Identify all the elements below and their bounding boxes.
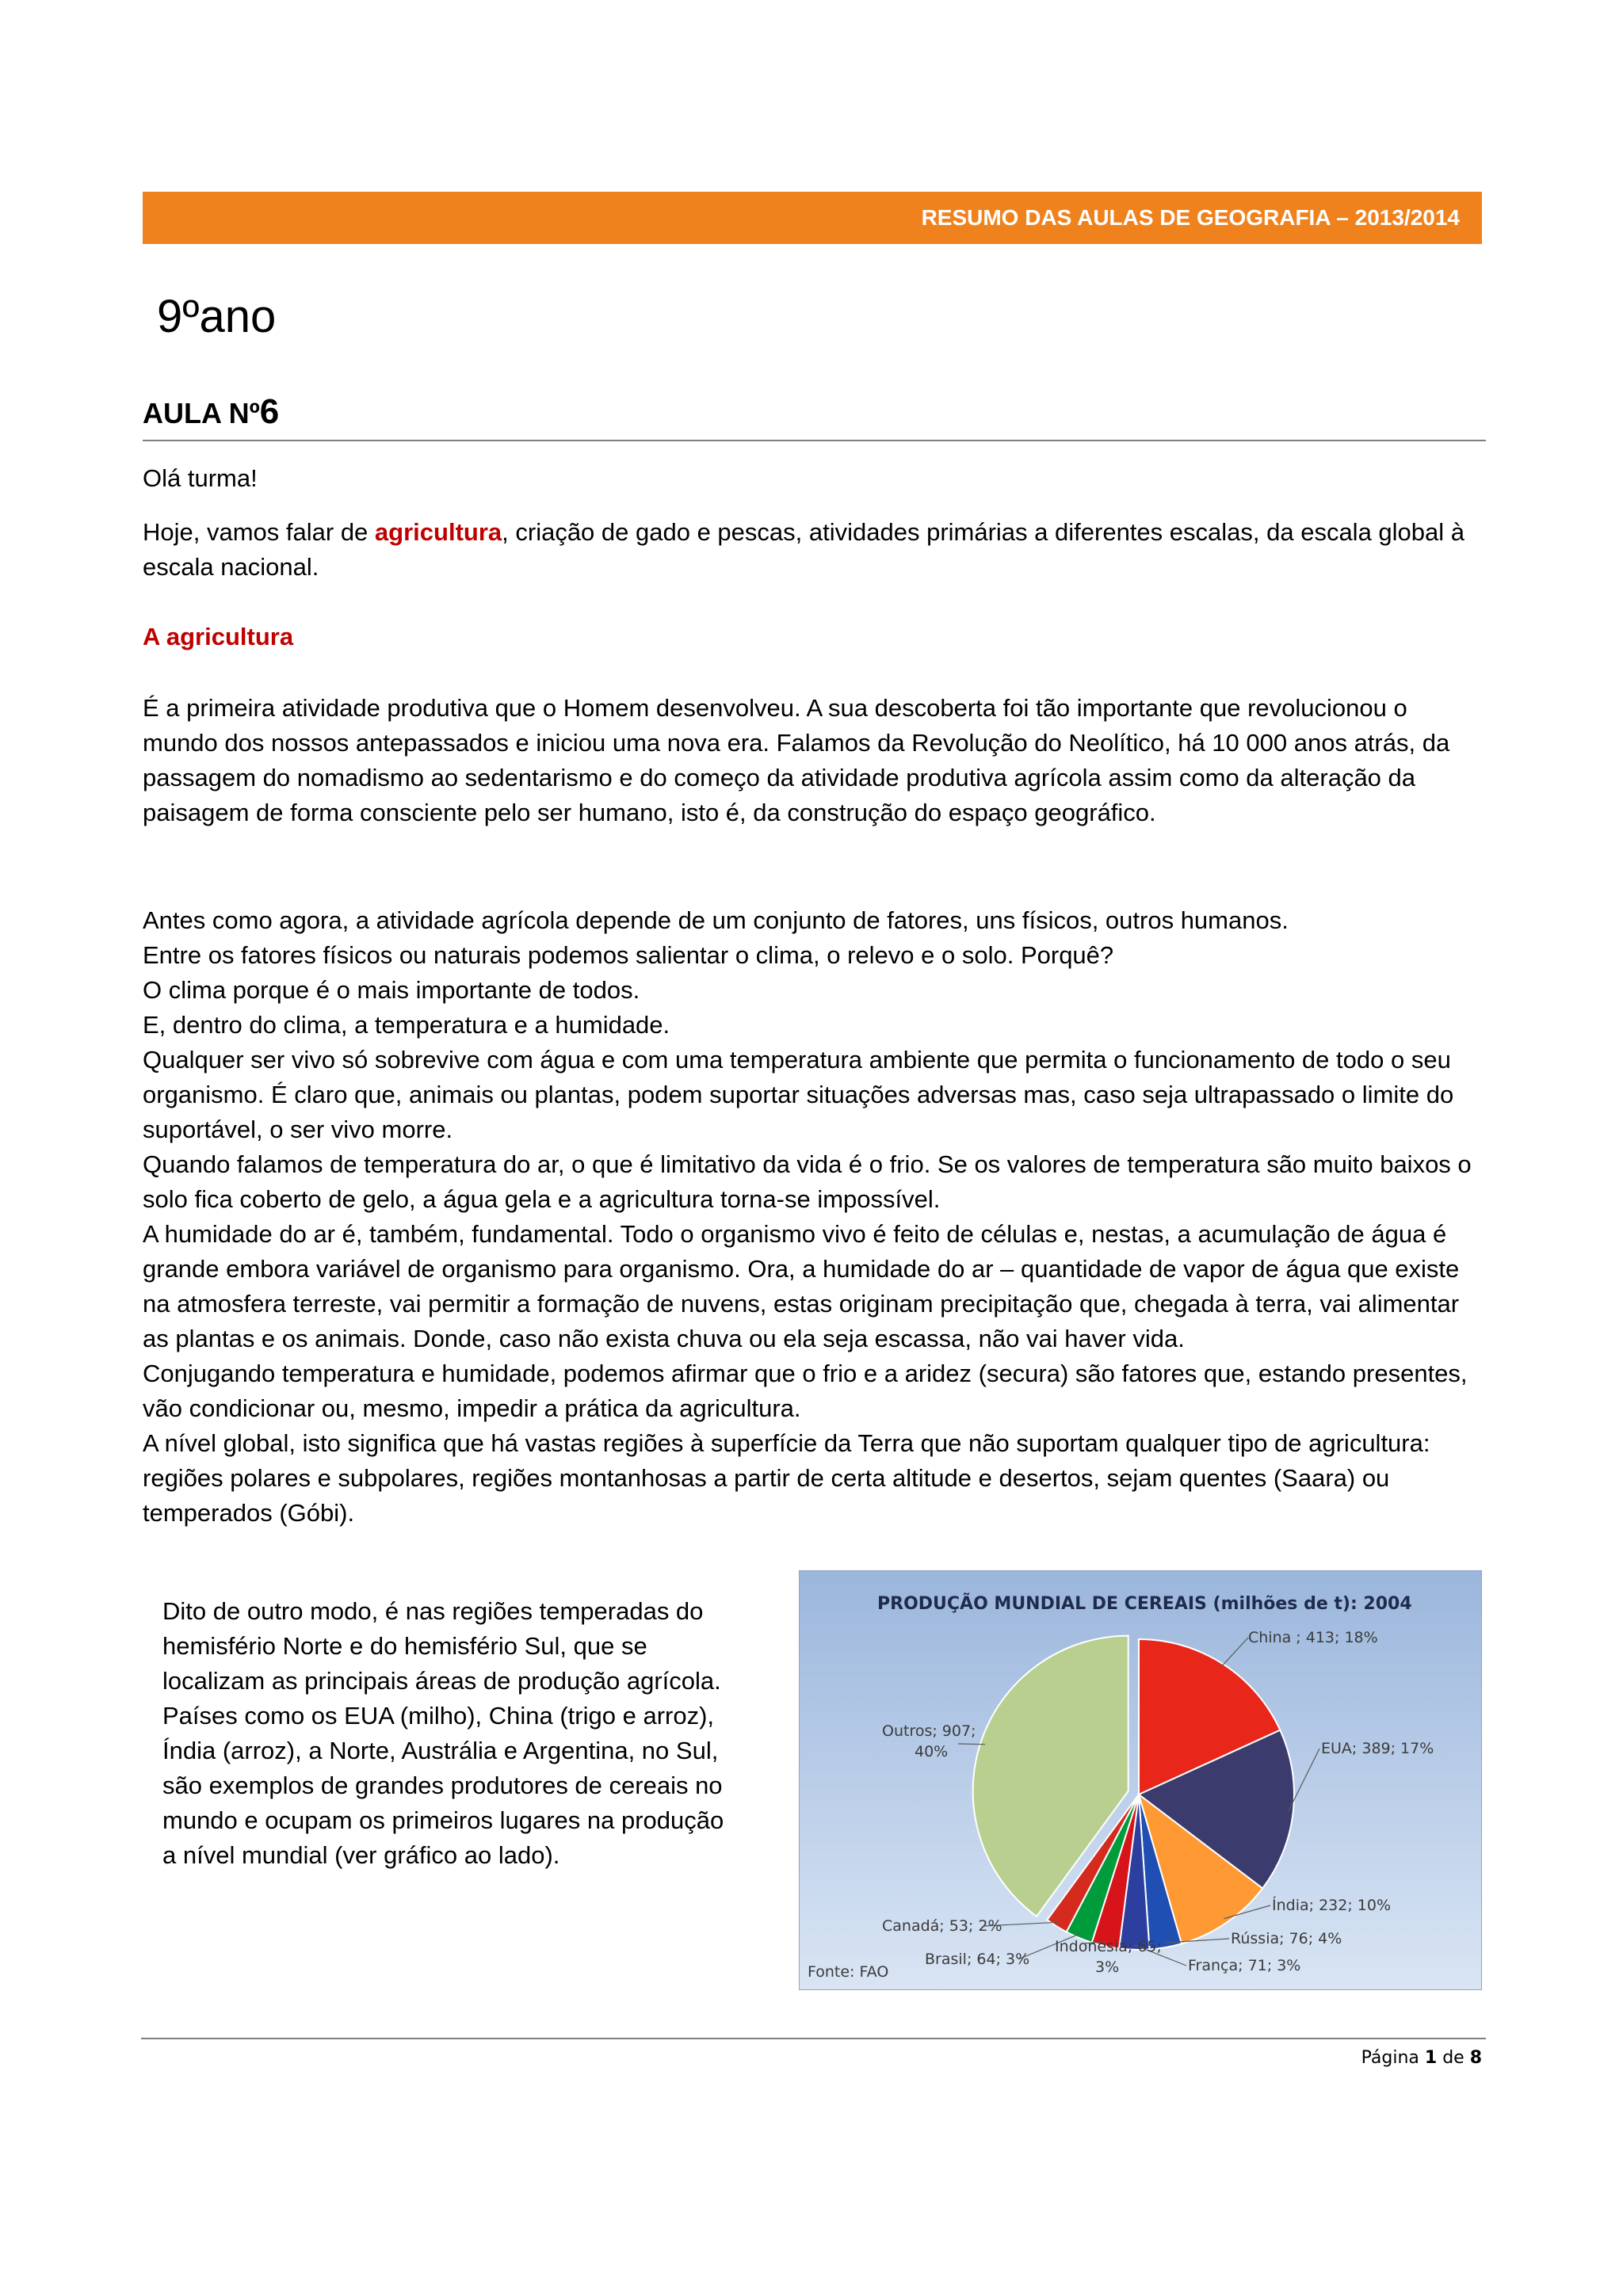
factors-line: A nível global, isto significa que há vastas regiões à superfície da Terra que não suportam qualquer tipo de agricultura: regiões polares e subpolares, regiões montanhosas a partir de certa altitude e desertos, sejam quentes (Saara) ou temperados (Góbi). [143,1429,1430,1527]
intro-highlight-agricultura: agricultura [374,518,502,546]
label-india: Índia; 232; 10% [1272,1897,1392,1914]
leader-line-outros [958,1744,985,1745]
lesson-title [143,392,279,433]
grade-title: 9ºano [157,291,277,342]
leader-line-china [1220,1638,1248,1668]
label-outros-percent: 40% [915,1743,949,1760]
page-footer [1361,2046,1482,2070]
label-russia: Rússia; 76; 4% [1231,1930,1342,1947]
chart-source: Fonte: FAO [808,1963,889,1981]
lesson-label: AULA Nº [143,397,260,429]
document-header-bar [143,192,1482,244]
cereal-production-chart [799,1570,1482,1990]
title-divider [143,440,1486,441]
factors-line: A humidade do ar é, também, fundamental. Todo o organismo vivo é feito de células e, nestas, a acumulação de água é grande embora variável de organismo para organismo. Ora, a humidade do ar – quantidade de vapor de água que existe na atmosfera terreste, vai permitir a formação de nuvens, estas originam precipitação que, chegada à terra, vai alimentar as plantas e os animais. Donde, caso não exista chuva ou ela seja escassa, não vai haver vida. [143,1220,1460,1352]
paragraph-neolithic: É a primeira atividade produtiva que o Homem desenvolveu. A sua descoberta foi tão importante que revolucionou o mundo dos nossos antepassados e iniciou uma nova era. Falamos da Revolução do Neolítico, há 10 000 anos atrás, da passagem do nomadismo ao sedentarismo e do começo da atividade produtiva agrícola assim como da alteração da paisagem de forma consciente pelo ser humano, isto é, da construção do espaço geográfico. [143,694,1450,826]
footer-of-word: de [1442,2048,1465,2068]
label-eua: EUA; 389; 17% [1321,1740,1434,1757]
intro-text-after: , criação de gado e pescas, atividades primárias a diferentes escalas, da escala global à escala nacional. [143,518,1465,581]
intro-paragraph [143,515,1490,585]
factors-line: Qualquer ser vivo só sobrevive com água e com uma temperatura ambiente que permita o funcionamento de todo o seu organismo. É claro que, animais ou plantas, podem suportar situações adversas mas, caso seja ultrapassado o limite do suportável, o ser vivo morre. [143,1046,1454,1143]
pie-chart-svg [800,1571,1483,1991]
factors-line: Entre os fatores físicos ou naturais podemos salientar o clima, o relevo e o solo. Porquê? [143,941,1114,969]
lesson-number: 6 [259,392,280,431]
greeting-paragraph: Olá turma! [143,464,258,492]
label-brasil: Brasil; 64; 3% [925,1951,1030,1968]
factors-line: O clima porque é o mais importante de todos. [143,976,640,1004]
side-paragraph [162,1594,733,1873]
label-franca: França; 71; 3% [1188,1957,1301,1974]
footer-page-number: 1 [1424,2048,1438,2068]
label-canada: Canadá; 53; 2% [882,1917,1002,1935]
section-heading-agricultura: A agricultura [143,623,294,650]
footer-divider [141,2038,1486,2039]
document-header-title: RESUMO DAS AULAS DE GEOGRAFIA – 2013/2014 [921,205,1460,230]
side-line: Dito de outro modo, é nas regiões temperadas do hemisfério Norte e do hemisfério Sul, que se localizam as principais áreas de produção agrícola. [162,1597,721,1695]
label-outros: Outros; 907; [882,1722,976,1740]
label-indonesia: Indonesia; 65; [1055,1938,1162,1955]
label-indonesia-percent: 3% [1095,1958,1120,1976]
side-line: Países como os EUA (milho), China (trigo e arroz), Índia (arroz), a Norte, Austrália e Argentina, no Sul, são exemplos de grandes produtores de cereais no mundo e ocupam os primeiros lugares na produção a nível mundial (ver gráfico ao lado). [162,1702,724,1869]
chart-title: PRODUÇÃO MUNDIAL DE CEREAIS (milhões de t): 2004 [877,1594,1412,1614]
intro-text-before: Hoje, vamos falar de [143,518,375,546]
factors-line: E, dentro do clima, a temperatura e a humidade. [143,1011,670,1039]
paragraph-factors [143,903,1490,1531]
factors-line: Conjugando temperatura e humidade, podemos afirmar que o frio e a aridez (secura) são fatores que, estando presentes, vão condicionar ou, mesmo, impedir a prática da agricultura. [143,1360,1468,1422]
factors-line: Quando falamos de temperatura do ar, o que é limitativo da vida é o frio. Se os valores de temperatura são muito baixos o solo fica coberto de gelo, a água gela e a agricultura torna-se impossível. [143,1150,1472,1213]
factors-line: Antes como agora, a atividade agrícola depende de um conjunto de fatores, uns físicos, outros humanos. [143,906,1289,934]
pie-slices [973,1636,1294,1950]
label-china: China ; 413; 18% [1248,1629,1378,1646]
footer-total-pages: 8 [1469,2048,1482,2068]
footer-page-word: Página [1361,2048,1419,2068]
